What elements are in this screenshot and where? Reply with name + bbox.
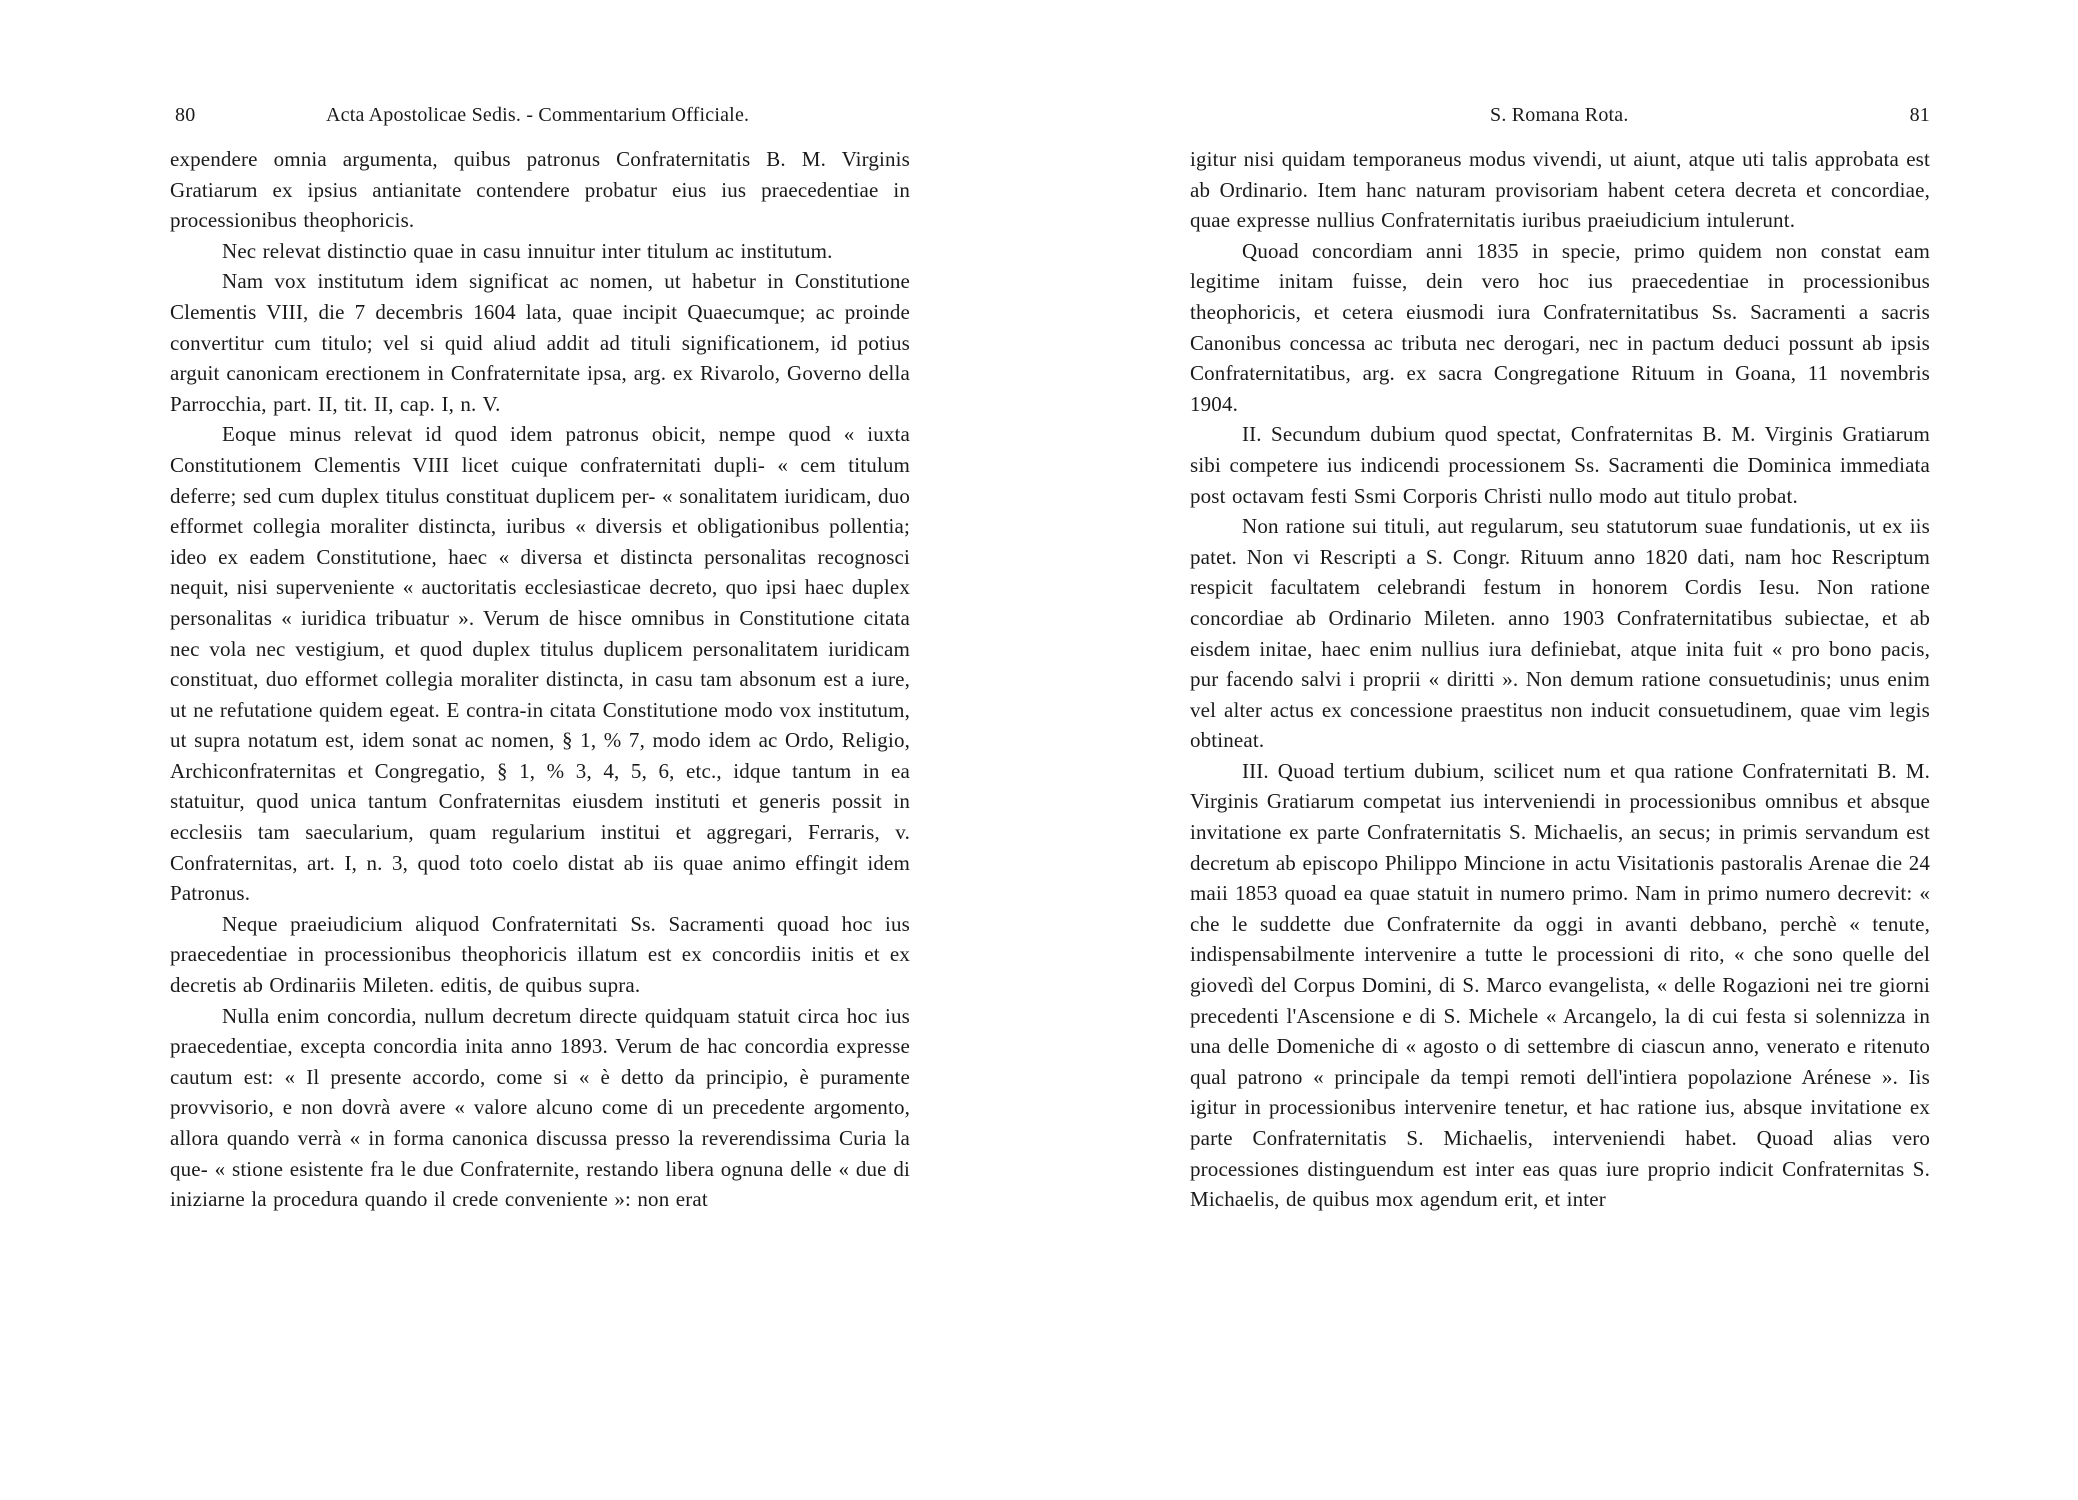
paragraph: Nec relevat distinctio quae in casu innuitur inter titulum ac institutum. <box>222 238 833 263</box>
paragraph: Nam vox institutum idem significat ac nomen, ut habetur in Constitutione Clementis VIII, die 7 decembris 1604 lata, quae incipit Quaecumque; ac proinde convertitur cum titulo; vel si quid aliud addit ad tituli significationem, id potius arguit canonicam erectionem in Confraternitate ipsa, arg. ex Rivarolo, Governo della Parrocchia, part. II, tit. II, cap. I, n. V. <box>170 269 910 416</box>
right-page <box>1190 0 1930 1215</box>
paragraph: expendere omnia argumenta, quibus patronus Confraternitatis B. M. Virginis Gratiarum ex ipsius antianitate contendere probatur eius ius praecedentiae in processionibus theophoricis. <box>170 147 910 233</box>
paragraph: Non ratione sui tituli, aut regularum, seu statutorum suae fundationis, ut ex iis patet. Non vi Rescripti a S. Congr. Rituum anno 1820 dati, nam hoc Rescriptum respicit facultatem celebrandi festum in honorem Cordis Iesu. Non ratione concordiae ab Ordinario Mileten. anno 1903 Confraternitatibus subiectae, et ab eisdem initae, haec enim nullius iura definiebat, atque inita fuit « pro bono pacis, pur facendo salvi i proprii « diritti ». Non demum ratione consuetudinis; unus enim vel alter actus ex concessione praestitus non inducit consuetudinem, quae vim legis obtineat. <box>1190 514 1930 753</box>
right-page-number: 81 <box>1909 104 1930 126</box>
left-page <box>170 0 910 1215</box>
paragraph: III. Quoad tertium dubium, scilicet num et qua ratione Confraternitati B. M. Virginis Gratiarum competat ius interveniendi in processionibus omnibus et absque invitatione ex parte Confraternitatis S. Michaelis, an secus; in primis servandum est decretum ab episcopo Philippo Mincione in actu Visitationis pastoralis Arenae die 24 maii 1853 quoad ea quae statuit in numero primo. Nam in primo numero decrevit: « che le suddette due Confraternite da oggi in avanti debbano, perchè « tenute, indispensabilmente intervenire a tutte le processioni di rito, « che sono quelle del giovedì del Corpus Domini, di S. Marco evangelista, « delle Rogazioni nei tre giorni precedenti l'Ascensione e di S. Michele « Arcangelo, la di cui festa si solennizza in una delle Domeniche di « agosto o di settembre di ciascun anno, venerato e ritenuto qual patrono « principale da tempi remoti dell'intiera popolazione Arénese ». Iis igitur in processionibus intervenire tenetur, et hac ratione ius, absque invitatione ex parte Confraternitatis S. Michaelis, interveniendi habet. Quoad alias vero processiones distinguendum est inter eas quas iure proprio indicit Confraternitas S. Michaelis, de quibus mox agendum erit, et inter <box>1190 758 1930 1212</box>
right-page-body <box>1190 144 1930 1215</box>
left-running-head: Acta Apostolicae Sedis. - Commentarium Officiale. <box>326 104 750 126</box>
right-running-head: S. Romana Rota. <box>1490 104 1629 126</box>
right-page-header <box>1190 104 1930 144</box>
left-page-body <box>170 144 910 1215</box>
paragraph: II. Secundum dubium quod spectat, Confraternitas B. M. Virginis Gratiarum sibi competere ius indicendi processionem Ss. Sacramenti die Dominica immediata post octavam festi Ssmi Corporis Christi nullo modo aut titulo probat. <box>1190 422 1930 508</box>
paragraph: igitur nisi quidam temporaneus modus vivendi, ut aiunt, atque uti talis approbata est ab Ordinario. Item hanc naturam provisoriam habent cetera decreta et concordiae, quae expresse nullius Confraternitatis iuribus praeiudicium intulerunt. <box>1190 147 1930 233</box>
left-page-number: 80 <box>175 104 196 126</box>
left-page-header <box>170 104 910 144</box>
paragraph: Quoad concordiam anni 1835 in specie, primo quidem non constat eam legitime initam fuisse, dein vero hoc ius praecedentiae in processionibus theophoricis, et cetera eiusmodi iura Confraternitatibus Ss. Sacramenti a sacris Canonibus concessa ac tributa nec derogari, nec in pactum deduci possunt ab ipsis Confraternitatibus, arg. ex sacra Congregatione Rituum in Goana, 11 novembris 1904. <box>1190 238 1930 416</box>
paragraph: Eoque minus relevat id quod idem patronus obicit, nempe quod « iuxta Constitutionem Clementis VIII licet cuique confraternitati dupli- « cem titulum deferre; sed cum duplex titulus constituat duplicem per- « sonalitatem iuridicam, duo efformet collegia moraliter distincta, iuribus « diversis et obligationibus pollentia; ideo ex eadem Constitutione, haec « diversa et distincta personalitas recognosci nequit, nisi superveniente « auctoritatis ecclesiasticae decreto, quo ipsi haec duplex personalitas « iuridica tribuatur ». Verum de hisce omnibus in Constitutione citata nec vola nec vestigium, et quod duplex titulus duplicem personalitatem iuridicam constituat, duo efformet collegia moraliter distincta, in casu tam absonum est a iure, ut ne refutatione quidem egeat. E contra-in citata Constitutione modo vox institutum, ut supra notatum est, idem sonat ac nomen, § 1, % 7, modo idem ac Ordo, Religio, Archiconfraternitas et Congregatio, § 1, % 3, 4, 5, 6, etc., idque tantum in ea statuitur, quod unica tantum Confraternitas eiusdem instituti et generis possit in ecclesiis tam saecularium, quam regularium institui et aggregari, Ferraris, v. Confraternitas, art. I, n. 3, quod toto coelo distat ab iis quae animo effingit idem Patronus. <box>170 422 910 906</box>
paragraph: Neque praeiudicium aliquod Confraternitati Ss. Sacramenti quoad hoc ius praecedentiae in processionibus theophoricis illatum est ex concordiis initis et ex decretis ab Ordinariis Mileten. editis, de quibus supra. <box>170 911 910 998</box>
paragraph: Nulla enim concordia, nullum decretum directe quidquam statuit circa hoc ius praecedentiae, excepta concordia inita anno 1893. Verum de hac concordia expresse cautum est: « Il presente accordo, come si « è detto da principio, è puramente provvisorio, e non dovrà avere « valore alcuno come di un precedente argomento, allora quando verrà « in forma canonica discussa presso la reverendissima Curia la que- « stione esistente fra le due Confraternite, restando libera ognuna delle « due di iniziarne la procedura quando il crede conveniente »: non erat <box>170 1003 910 1212</box>
